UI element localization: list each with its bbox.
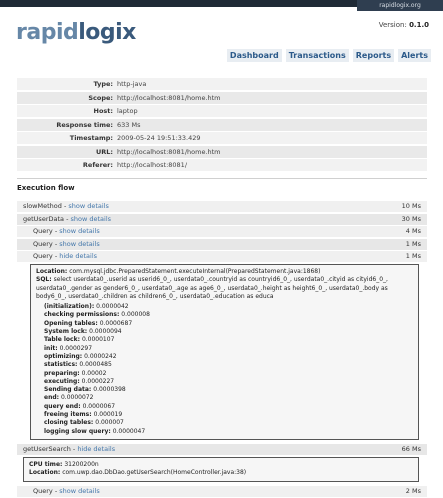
stat-row [44, 386, 413, 394]
divider [17, 178, 427, 179]
stat-row [44, 353, 413, 361]
version [379, 21, 429, 29]
info-key: Referer: [82, 161, 113, 169]
info-row [17, 78, 427, 90]
logo[interactable] [16, 20, 136, 45]
stat-row [44, 428, 413, 436]
flow-row-time: 1 Ms [405, 252, 421, 260]
stat-key: Opening tables: [44, 319, 98, 327]
flow-row-name-wrap: slowMethod - show details [23, 202, 109, 210]
info-value: laptop [117, 107, 138, 115]
stat-row [44, 419, 413, 427]
flow-row-name: Query [33, 239, 53, 248]
stat-value: 0.0000042 [96, 303, 129, 311]
cpu-label: CPU time: [29, 460, 63, 468]
flow-row-slowmethod [17, 201, 427, 212]
flow-row-name-wrap: Query - show details [33, 486, 100, 495]
stat-key: Table lock: [44, 336, 81, 344]
info-key: Response time: [56, 120, 113, 129]
flow-row-name-wrap: Query - show details [33, 239, 100, 248]
query-sql [36, 276, 413, 301]
info-value: 633 Ms [117, 120, 141, 129]
stat-key: executing: [44, 377, 80, 385]
show-details-link[interactable]: show details [59, 239, 100, 248]
show-details-link[interactable]: show details [70, 214, 112, 223]
info-key: Timestamp: [69, 134, 113, 142]
nav-transactions[interactable]: Transactions [286, 49, 349, 62]
flow-row-time: 30 Ms [401, 214, 421, 223]
stat-key: System lock: [44, 328, 88, 336]
sql-value: select userdata0_.userid as userid6_0_, userdata0_.countryid as countryid6_0_, userdata0_.cityid as cityid6_0_, userdata0_.gender as gender6_0_, userdata0_.age as age6_0_, userdata0_.height as height6_0_, userdata0_.body as body6_0_, userdata0_.children as children6_0_, userdata0_.education as educa [36, 276, 388, 300]
info-value: http://localhost:8081/ [117, 161, 188, 169]
info-key: URL: [95, 147, 113, 156]
execution-flow-title: Execution flow [17, 184, 75, 192]
flow-row-time: 66 Ms [401, 444, 421, 453]
cpu-time [29, 461, 413, 469]
hide-details-link[interactable]: hide details [77, 444, 116, 453]
stat-value: 0.0000072 [60, 394, 94, 402]
stat-value: 0.0000094 [89, 328, 122, 336]
stat-row [44, 345, 413, 353]
info-row [17, 105, 427, 117]
flow-row-getusersearch [17, 444, 427, 455]
info-row [17, 92, 427, 104]
stat-key: optimizing: [44, 352, 83, 360]
info-value: 2009-05-24 19:51:33.429 [117, 134, 201, 142]
location-label: Location: [29, 469, 61, 477]
show-details-link[interactable]: show details [59, 227, 100, 235]
hide-details-link[interactable]: hide details [59, 252, 98, 260]
version-value: 0.1.0 [409, 21, 429, 29]
stat-row [44, 303, 413, 311]
info-key: Type: [93, 80, 113, 88]
stat-value: 0.0000067 [82, 402, 116, 410]
search-detail-panel [23, 457, 419, 482]
flow-row-name-wrap: Query - show details [33, 227, 100, 235]
info-value: http://localhost:8081/home.htm [117, 147, 221, 156]
stat-value: 0.0000242 [84, 352, 117, 360]
stat-key: logging slow query: [44, 427, 111, 435]
stat-key: closing tables: [44, 419, 94, 427]
query-stats [36, 303, 413, 436]
location-value: com.mysql.jdbc.PreparedStatement.executeInternal(PreparedStatement.java:1868) [69, 268, 321, 275]
stat-row [44, 370, 413, 378]
stat-key: checking permissions: [44, 311, 120, 319]
flow-row-query [17, 486, 427, 497]
flow-row-name-wrap: Query - hide details [33, 252, 98, 260]
stat-row [44, 336, 413, 344]
query-detail-panel [30, 264, 419, 440]
location-value: com.uwp.dao.DbDao.getUserSearch(HomeController.java:38) [62, 469, 247, 477]
flow-row-time: 4 Ms [405, 227, 421, 235]
flow-row-query [17, 239, 427, 250]
query-location [36, 268, 413, 276]
stat-row [44, 328, 413, 336]
info-key: Host: [93, 107, 113, 115]
stat-value: 0.0000227 [81, 377, 115, 385]
stat-row [44, 320, 413, 328]
info-value: http://localhost:8081/home.htm [117, 93, 221, 102]
info-value: http-java [117, 80, 147, 88]
stat-row [44, 378, 413, 386]
stat-row [44, 311, 413, 319]
show-details-link[interactable]: show details [59, 486, 100, 495]
info-row [17, 146, 427, 158]
stat-row [44, 394, 413, 402]
flow-row-name: Query [33, 227, 53, 235]
stat-key: init: [44, 344, 58, 352]
info-row [17, 159, 427, 171]
stat-value: 0.0000398 [93, 386, 126, 394]
flow-row-name-wrap: getUserData - show details [23, 214, 112, 223]
transaction-info [17, 78, 427, 173]
flow-row-time: 10 Ms [401, 202, 421, 210]
flow-row-time: 1 Ms [405, 239, 421, 248]
stat-value: 0.000008 [121, 311, 150, 319]
stat-key: preparing: [44, 369, 80, 377]
stat-value: 0.0000687 [99, 319, 133, 327]
stat-row [44, 411, 413, 419]
flow-row-query [17, 251, 427, 262]
stat-value: 0.000007 [95, 419, 124, 427]
stat-row [44, 403, 413, 411]
flow-row-name: slowMethod [23, 202, 62, 210]
main-nav [227, 49, 431, 62]
stat-value: 0.0000485 [79, 361, 112, 369]
stat-value: 0.000019 [93, 411, 123, 419]
flow-row-name: getUserSearch [23, 444, 71, 453]
info-key: Scope: [88, 93, 113, 102]
flow-row-query [17, 226, 427, 237]
flow-row-name: Query [33, 252, 53, 260]
site-tag[interactable]: rapidlogix.org [357, 0, 443, 11]
nav-reports[interactable]: Reports [353, 49, 394, 62]
stat-value: 0.0000107 [81, 336, 115, 344]
flow-row-time: 2 Ms [405, 486, 421, 495]
stat-row [44, 361, 413, 369]
stat-value: 0.0000047 [112, 427, 146, 435]
flow-row-name-wrap: getUserSearch - hide details [23, 444, 116, 453]
stat-key: freeing items: [44, 411, 92, 419]
stat-key: end: [44, 394, 60, 402]
logo-part-1: rapid [16, 20, 79, 45]
version-label: Version: [378, 21, 407, 29]
stat-key: statistics: [44, 361, 78, 369]
search-location [29, 469, 413, 477]
cpu-value: 31200200n [64, 460, 99, 468]
flow-row-name: Query [33, 486, 53, 495]
logo-part-2: logix [78, 20, 136, 45]
stat-key: Sending data: [44, 386, 92, 394]
execution-flow [17, 201, 427, 498]
stat-value: 0.0000297 [59, 344, 93, 352]
stat-key: query end: [44, 402, 81, 410]
location-label: Location: [36, 268, 68, 275]
flow-row-name: getUserData [23, 214, 65, 223]
info-row [17, 119, 427, 131]
nav-alerts[interactable]: Alerts [398, 49, 431, 62]
stat-key: (initialization): [44, 303, 95, 311]
show-details-link[interactable]: show details [68, 202, 109, 210]
sql-label: SQL: [36, 276, 52, 284]
info-row [17, 132, 427, 144]
stat-value: 0.00002 [81, 369, 107, 377]
nav-dashboard[interactable]: Dashboard [227, 49, 282, 62]
flow-row-getuserdata [17, 214, 427, 225]
